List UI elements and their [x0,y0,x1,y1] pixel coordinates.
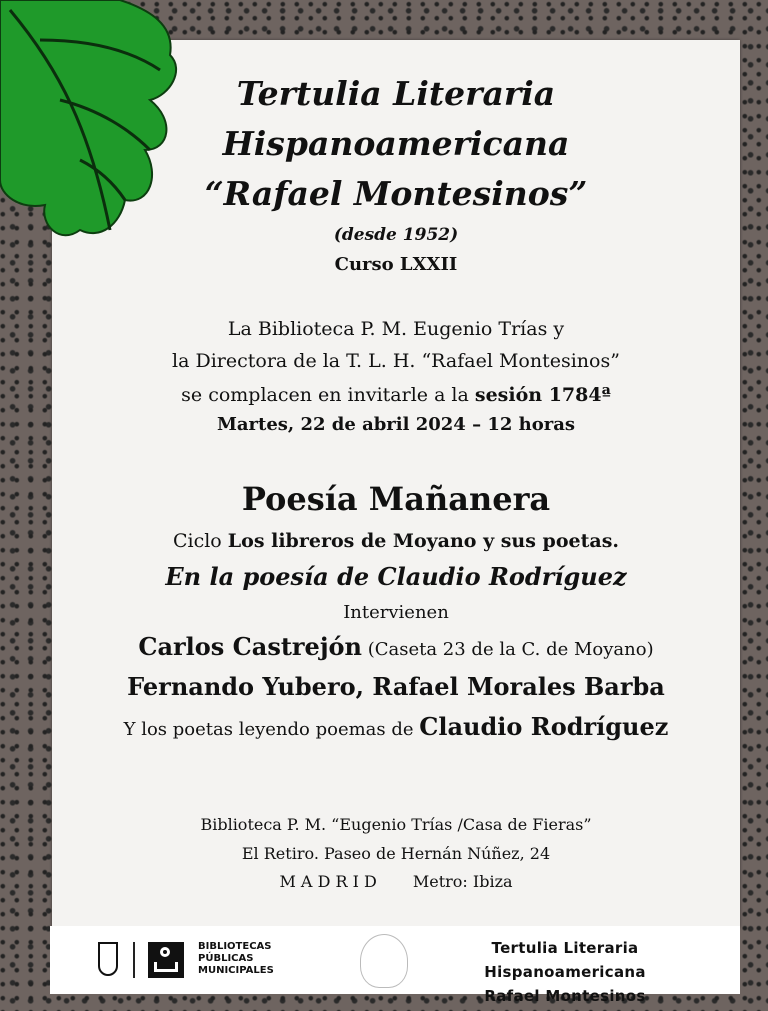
course: Curso LXXII [334,254,458,275]
venue-line-1: Biblioteca P. M. “Eugenio Trías /Casa de Fieras” [200,815,592,834]
event-title: Poesía Mañanera [241,480,551,518]
logo-divider [133,942,135,978]
closing-name: Claudio Rodríguez [419,712,669,741]
library-logo-line: MUNICIPALES [198,965,274,976]
poet-portrait-icon [360,934,408,988]
cycle-name: Los libreros de Moyano y sus poetas. [227,530,620,552]
invitation-line-1: La Biblioteca P. M. Eugenio Trías y [227,318,565,340]
tertulia-logo-line: Rafael Montesinos [484,987,646,1005]
closing-line [52,712,740,741]
library-reader-icon [148,942,184,978]
invitation-line-2: la Directora de la T. L. H. “Rafael Montesinos” [172,350,620,372]
participants-label: Intervienen [343,602,449,623]
invitation-line-3 [52,384,740,406]
library-logo-line: BIBLIOTECAS [198,941,272,952]
participant-1-note: (Caseta 23 de la C. de Moyano) [361,639,654,660]
footer-logos [50,926,740,1005]
cycle-prefix: Ciclo [172,530,228,552]
tertulia-logo-text [410,936,720,1008]
tertulia-logo-line: Tertulia Literaria Hispanoamericana [484,939,646,981]
closing-prefix: Y los poetas leyendo poemas de [123,719,420,740]
title-line-2: Hispanoamericana [222,124,570,163]
session-number: sesión 1784ª [474,384,611,406]
since-year: (desde 1952) [333,225,459,245]
madrid-crest-icon [98,942,118,976]
cycle [52,530,740,552]
library-logo-line: PÚBLICAS [198,953,254,964]
title-line-3: “Rafael Montesinos” [204,174,588,213]
event-subtitle: En la poesía de Claudio Rodríguez [165,562,627,591]
city: M A D R I D [279,872,377,891]
title-line-1: Tertulia Literaria [236,74,556,113]
library-logo-text [198,941,274,977]
venue-line-3 [52,872,740,891]
venue-line-2: El Retiro. Paseo de Hernán Núñez, 24 [241,844,551,863]
participants-2: Fernando Yubero, Rafael Morales Barba [127,672,665,701]
participant-1-name: Carlos Castrejón [138,632,362,661]
invitation-prefix: se complacen en invitarle a la [181,384,475,406]
event-date: Martes, 22 de abril 2024 – 12 horas [216,414,576,435]
metro: Metro: Ibiza [412,872,513,891]
participant-1 [52,632,740,661]
